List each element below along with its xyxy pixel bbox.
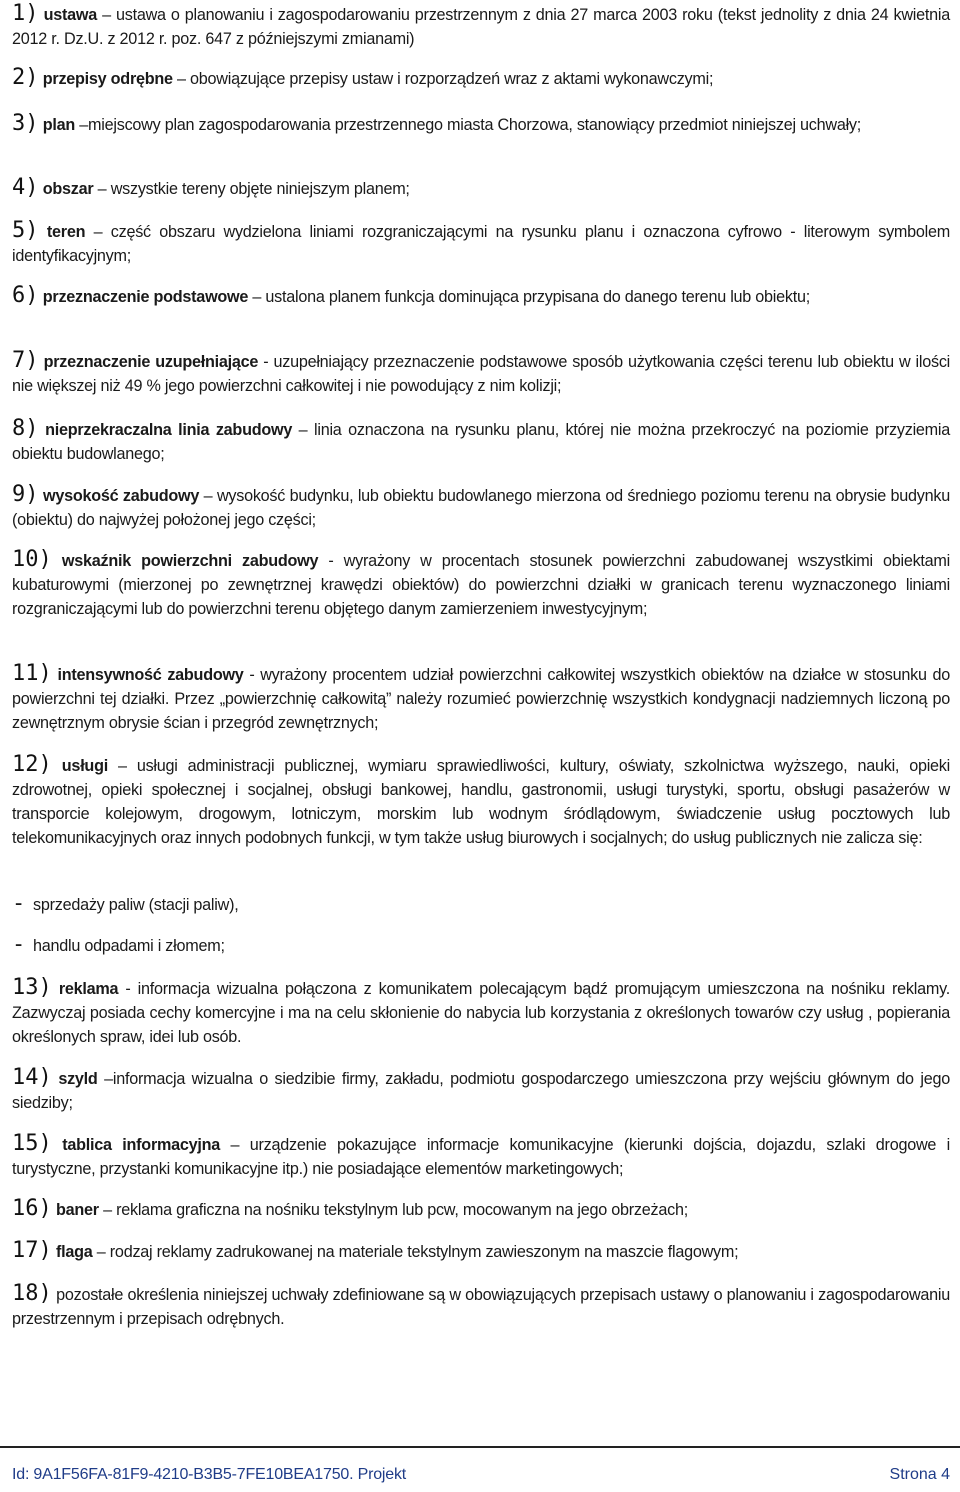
item-number: 8) <box>12 416 39 441</box>
item-number: 12) <box>12 752 52 777</box>
term-separator: – <box>93 180 111 198</box>
definition-item <box>12 284 950 309</box>
term-label: przeznaczenie uzupełniające <box>43 353 259 371</box>
definition-item <box>12 483 950 532</box>
term-label: szyld <box>58 1070 98 1088</box>
definition-item <box>12 66 950 91</box>
item-number: 13) <box>12 975 52 1000</box>
term-label: teren <box>46 223 86 241</box>
term-separator: – <box>107 757 137 775</box>
term-separator: – <box>75 116 89 134</box>
term-label: wskaźnik powierzchni zabudowy <box>61 552 319 570</box>
term-separator: – <box>248 288 266 306</box>
item-number: 7) <box>12 348 39 373</box>
term-label: przeznaczenie podstawowe <box>42 288 249 306</box>
dash-marker: - <box>12 891 25 916</box>
definition-item <box>12 753 950 850</box>
item-number: 3) <box>12 111 39 136</box>
definition-item <box>12 662 950 735</box>
term-separator: – <box>199 487 217 505</box>
definition-text: linia oznaczona na rysunku planu, której nie można przekroczyć na poziomie przyziemia obiektu budowlanego; <box>12 421 951 463</box>
definition-item <box>12 349 950 398</box>
definition-text: miejscowy plan zagospodarowania przestrzennego miasta Chorzowa, stanowiący przedmiot niniejszej uchwały; <box>88 116 862 134</box>
definition-text: pozostałe określenia niniejszej uchwały zdefiniowane są w obowiązujących przepisach ustawy o planowaniu i zagospodarowaniu przestrzennym i przepisach odrębnych. <box>12 1286 950 1328</box>
term-separator: – <box>292 421 314 439</box>
definition-item <box>12 1282 950 1331</box>
definition-item <box>12 417 950 466</box>
term-separator: – <box>97 6 117 24</box>
term-separator: – <box>220 1136 250 1154</box>
term-label: tablica informacyjna <box>62 1136 221 1154</box>
page-number: Strona 4 <box>889 1466 950 1483</box>
item-number: 15) <box>12 1131 52 1156</box>
term-label: nieprzekraczalna linia zabudowy <box>45 421 293 439</box>
definition-text: urządzenie pokazujące informacje komunikacyjne (kierunki dojścia, dojazdu, szlaki drogowe i turystyczne, przystanki komunikacyjne itp.) nie posiadające elementów marketingowych; <box>12 1136 950 1178</box>
item-number: 1) <box>12 1 39 26</box>
definition-text: usługi administracji publicznej, wymiaru sprawiedliwości, kultury, oświaty, szkolnictwa wyższego, nauki, opieki zdrowotnej, opieki społecznej i socjalnej, obsługi bankowej, handlu, gastronomii, usługi turystyki, sportu, obsługi pasażerów w transporcie kolejowym, drogowym, lotniczym, morskim lub wodnym śródlądowym, świadczenie usług pocztowych lub telekomunikacyjnych oraz innych podobnych funkcji, w tym także usług biurowych i socjalnych; do usług publicznych nie zalicza się: <box>12 757 950 847</box>
item-number: 16) <box>12 1196 52 1221</box>
item-number: 2) <box>12 65 39 90</box>
term-separator: - <box>243 666 261 684</box>
item-number: 5) <box>12 218 39 243</box>
definition-text: ustalona planem funkcja dominująca przypisana do danego terenu lub obiektu; <box>265 288 810 306</box>
term-separator: – <box>85 223 111 241</box>
item-number: 6) <box>12 283 39 308</box>
item-number: 9) <box>12 482 39 507</box>
definition-text: informacja wizualna o siedzibie firmy, zakładu, podmiotu gospodarczego umieszczona przy wejściu głównym do jego siedziby; <box>12 1070 950 1112</box>
definition-text: ustawa o planowaniu i zagospodarowaniu przestrzennym z dnia 27 marca 2003 roku (tekst jednolity z dnia 24 kwietnia 2012 r. Dz.U. z 2012 r. poz. 647 z późniejszymi zmianami) <box>12 6 951 48</box>
definition-text: informacja wizualna połączona z komunikatem polecającym bądź promującym umieszczona na nośniku reklamy. Zazwyczaj posiada cechy komercyjne i ma na celu skłonienie do nabycia lub korzystania z określonych towarów czy usług , popierania określonych spraw, idei lub osób. <box>12 980 951 1046</box>
definition-text: wyrażony w procentach stosunek powierzchni zabudowanej wszystkimi obiektami kubaturowymi (mierzonej po zewnętrznej krawędzi obiektów) do powierzchni działki w granicach terenu wyznaczonego liniami rozgraniczającymi lub do powierzchni terenu objętego danym zamierzeniem inwestycyjnym; <box>12 552 951 618</box>
definition-item <box>12 548 950 621</box>
exclusion-text: handlu odpadami i złomem; <box>33 937 225 955</box>
definition-item <box>12 1239 950 1264</box>
term-label: przepisy odrębne <box>42 70 173 88</box>
definition-item <box>12 219 950 268</box>
term-separator: – <box>97 1070 113 1088</box>
term-label: flaga <box>56 1243 93 1261</box>
document-id: Id: 9A1F56FA-81F9-4210-B3B5-7FE10BEA1750. Projekt <box>12 1466 406 1483</box>
term-label: wysokość zabudowy <box>43 487 200 505</box>
term-label: intensywność zabudowy <box>57 666 244 684</box>
item-number: 4) <box>12 175 39 200</box>
definition-text: obowiązujące przepisy ustaw i rozporządzeń wraz z aktami wykonawczymi; <box>190 70 714 88</box>
term-label: baner <box>56 1201 99 1219</box>
definition-item <box>12 976 950 1049</box>
item-number: 14) <box>12 1065 52 1090</box>
page-footer <box>0 1446 960 1483</box>
item-number: 17) <box>12 1238 52 1263</box>
term-separator: - <box>258 353 274 371</box>
term-label: ustawa <box>43 6 98 24</box>
exclusion-item <box>12 892 950 917</box>
item-number: 11) <box>12 661 52 686</box>
definition-text: wysokość budynku, lub obiektu budowlanego mierzona od średniego poziomu terenu na obrysie budynku (obiektu) do najwyżej położonej jego części; <box>12 487 950 529</box>
term-label: plan <box>42 116 76 134</box>
item-number: 18) <box>12 1281 52 1306</box>
term-label: usługi <box>61 757 108 775</box>
definition-text: wszystkie tereny objęte niniejszym planem; <box>110 180 410 198</box>
term-label: obszar <box>42 180 94 198</box>
term-separator: – <box>172 70 191 88</box>
definition-text: uzupełniający przeznaczenie podstawowe sposób użytkowania części terenu lub obiektu w ilości nie większej niż 49 % jego powierzchni całkowitej i nie powodujący z nim kolizji; <box>12 353 951 395</box>
definition-item <box>12 1066 950 1115</box>
definition-item <box>12 2 950 51</box>
definition-item <box>12 176 950 201</box>
definition-item <box>12 1132 950 1181</box>
definition-item <box>12 112 950 137</box>
exclusion-item <box>12 933 950 958</box>
term-label: reklama <box>58 980 119 998</box>
term-separator: – <box>98 1201 117 1219</box>
item-number: 10) <box>12 547 52 572</box>
definition-text: wyrażony procentem udział powierzchni całkowitej wszystkich obiektów na działce w stosunku do powierzchni tej działki. Przez „powierzchnię całkowitą” należy rozumieć powierzchnię wszystkich kondygnacji nadziemnych liczoną po zewnętrznym obrysie ścian i przegród zewnętrznych; <box>12 666 950 732</box>
term-separator: – <box>92 1243 110 1261</box>
definition-text: reklama graficzna na nośniku tekstylnym lub pcw, mocowanym na jego obrzeżach; <box>116 1201 688 1219</box>
definition-text: część obszaru wydzielona liniami rozgraniczającymi na rysunku planu i oznaczona cyfrowo - literowym symbolem identyfikacyjnym; <box>12 223 950 265</box>
exclusion-text: sprzedaży paliw (stacji paliw), <box>33 896 239 914</box>
term-separator: - <box>318 552 344 570</box>
definition-item <box>12 1197 950 1222</box>
term-separator: - <box>118 980 138 998</box>
definition-text: rodzaj reklamy zadrukowanej na materiale tekstylnym zawieszonym na maszcie flagowym; <box>109 1243 739 1261</box>
dash-marker: - <box>12 932 25 957</box>
